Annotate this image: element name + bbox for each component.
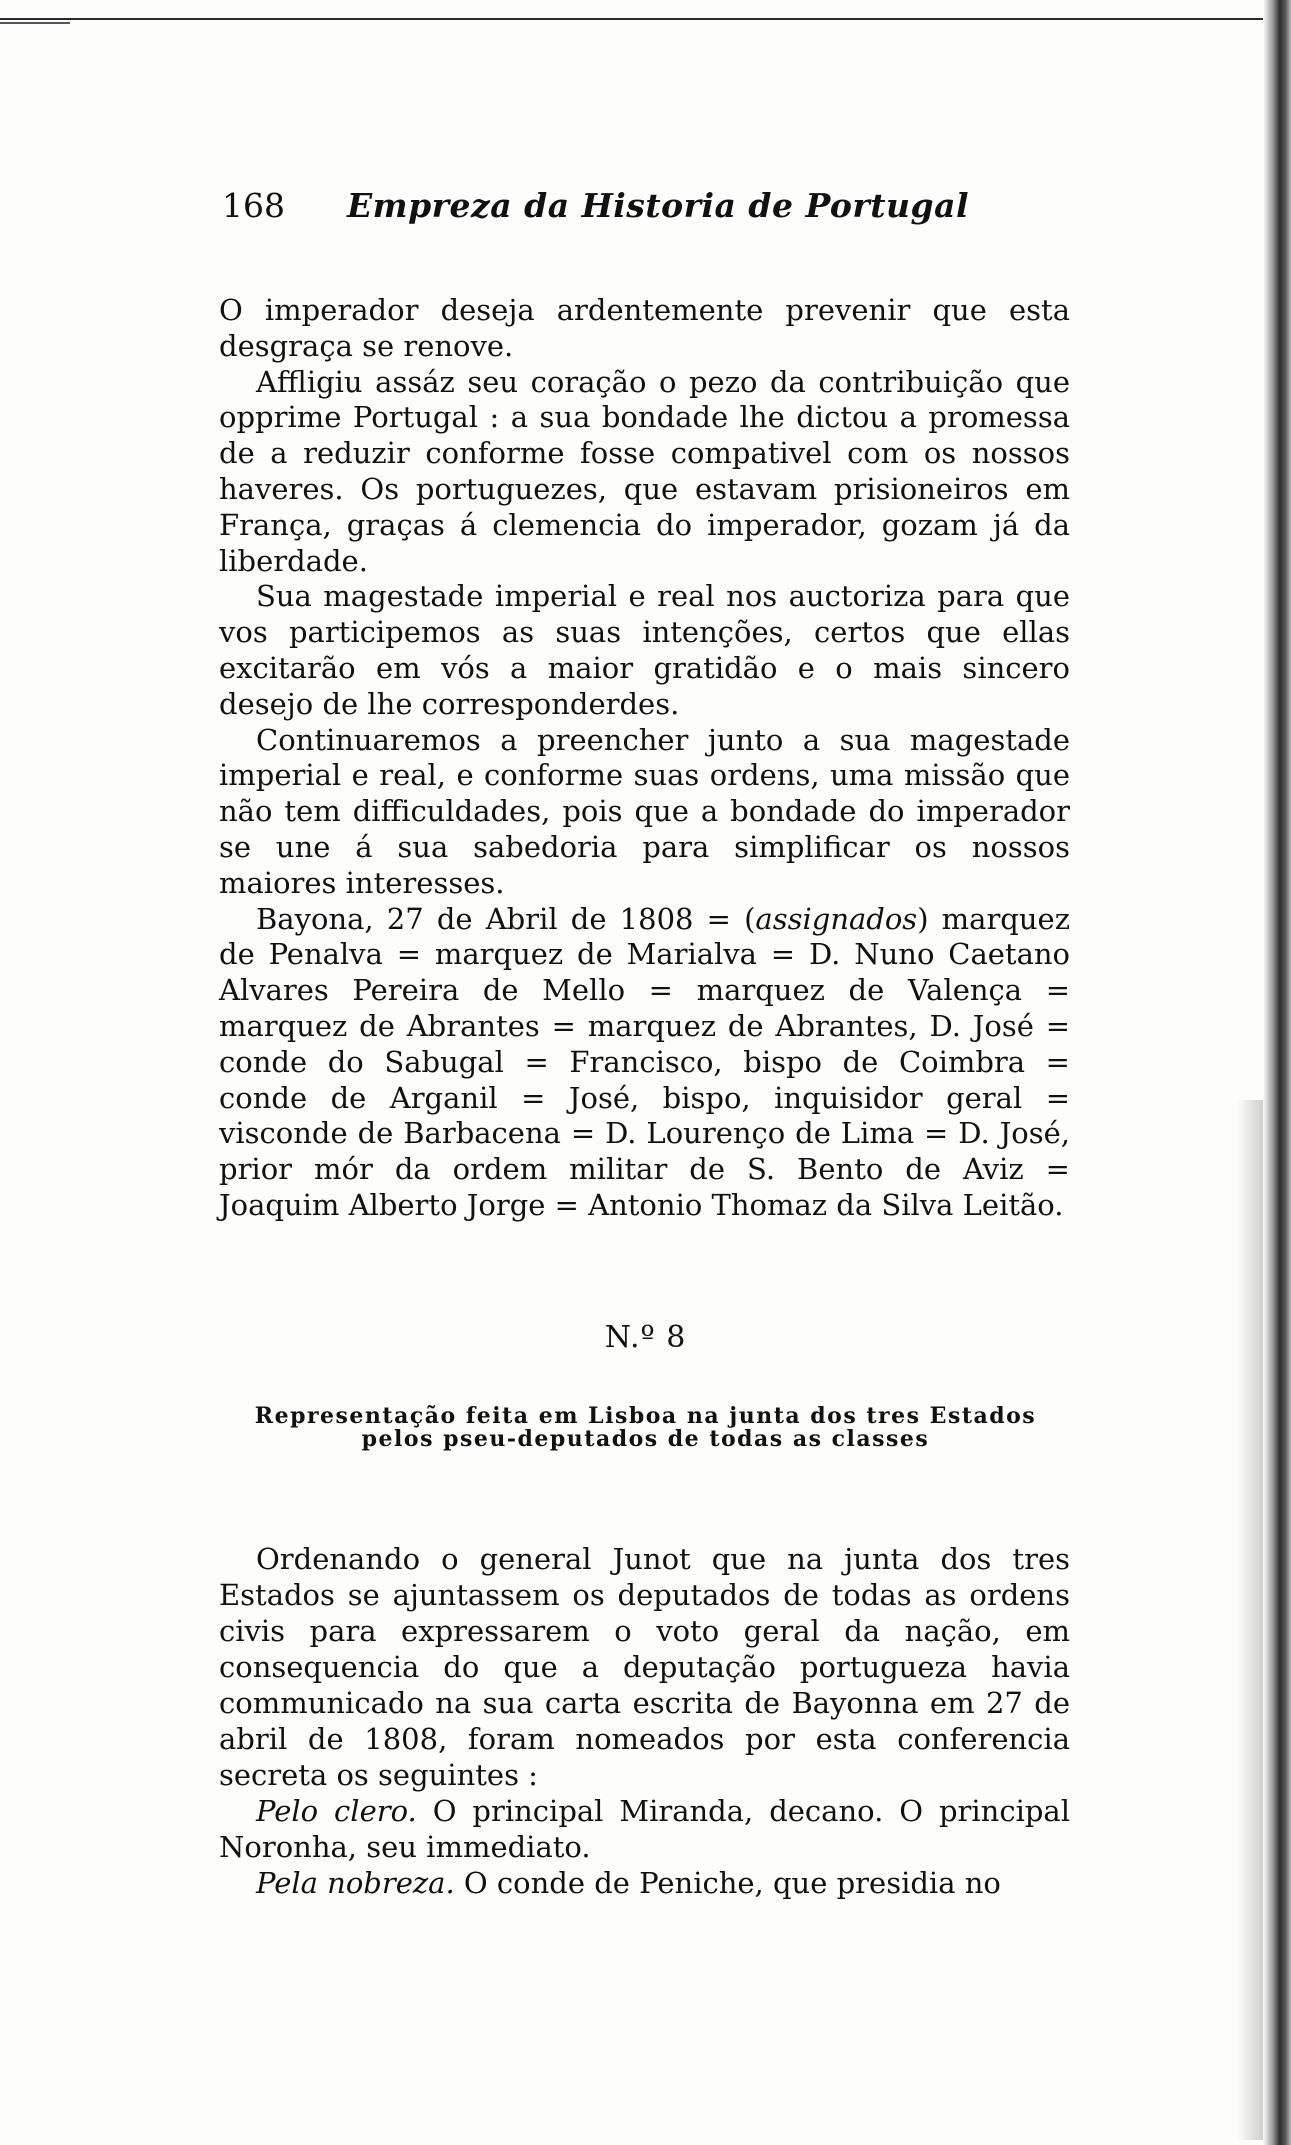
signature-names: ) marquez de Penalva = marquez de Marialva = D. Nuno Caetano Alvares Pereira de Mello = marquez de Valença = marquez de Abrantes = marquez de Abrantes, D. José = conde do Sabugal = Francisco, bispo de Coimbra = conde de Arganil = José, bispo, inquisidor geral = visconde de Barbacena = D. Lourenço de Lima = D. José, prior mór da ordem militar de S. Bento de Aviz = Joaquim Alberto Jorge = Antonio Thomaz da Silva Leitão. [219, 901, 1070, 1222]
paragraph: Ordenando o general Junot que na junta dos tres Estados se ajuntassem os deputados de todas as ordens civis para expressarem o voto geral da nação, em consequencia do que a deputação portugueza havia communicado na sua carta escrita de Bayonna em 27 de abril de 1808, foram nomeados por esta conferencia secreta os seguintes : [219, 1542, 1070, 1792]
top-edge-rule [0, 18, 1291, 20]
nobreza-label: Pela nobreza. [256, 1866, 455, 1900]
clero-paragraph [219, 1793, 1070, 1865]
signature-lead: Bayona, 27 de Abril de 1808 = ( [256, 901, 756, 936]
signature-paragraph [219, 902, 1070, 1224]
nobreza-text: O conde de Peniche, que presidia no [454, 1866, 1001, 1900]
page-number: 168 [222, 186, 285, 225]
paragraph: Continuaremos a preencher junto a sua magestade imperial e real, e conforme suas ordens, uma missão que não tem difficuldades, pois que a bondade do imperador se une á sua sabedoria para simplificar os nossos maiores interesses. [219, 722, 1070, 900]
representation-text [219, 1541, 1070, 1901]
page-edge [1263, 0, 1291, 2145]
paragraph: O imperador deseja ardentemente prevenir que esta desgraça se renove. [219, 293, 1070, 363]
top-edge-rule-left [0, 22, 70, 24]
nobreza-paragraph [219, 1865, 1070, 1901]
clero-text: O principal Miranda, decano. O principal Noronha, seu immediato. [219, 1794, 1070, 1864]
document-heading: Representação feita em Lisboa na junta dos tres Estados pelos pseu-deputados de todas as classes [254, 1403, 1037, 1452]
document-number: N.º 8 [604, 1320, 687, 1355]
page-header [222, 186, 982, 230]
letter-text [219, 293, 1070, 1224]
running-title: Empreza da Historia de Portugal [347, 186, 970, 225]
signature-assignados: assignados [755, 901, 918, 936]
paragraph: Affligiu assáz seu coração o pezo da contribuição que opprime Portugal : a sua bondade lhe dictou a promessa de a reduzir conforme fosse compativel com os nossos haveres. Os portuguezes, que estavam prisioneiros em França, graças á clemencia do imperador, gozam já da liberdade. [219, 364, 1070, 578]
paragraph: Sua magestade imperial e real nos auctoriza para que vos participemos as suas intenções, certos que ellas excitarão em vós a maior gratidão e o mais sincero desejo de lhe corresponderdes. [219, 579, 1070, 721]
gutter-shadow [1237, 1100, 1263, 2140]
clero-label: Pelo clero. [256, 1794, 417, 1828]
